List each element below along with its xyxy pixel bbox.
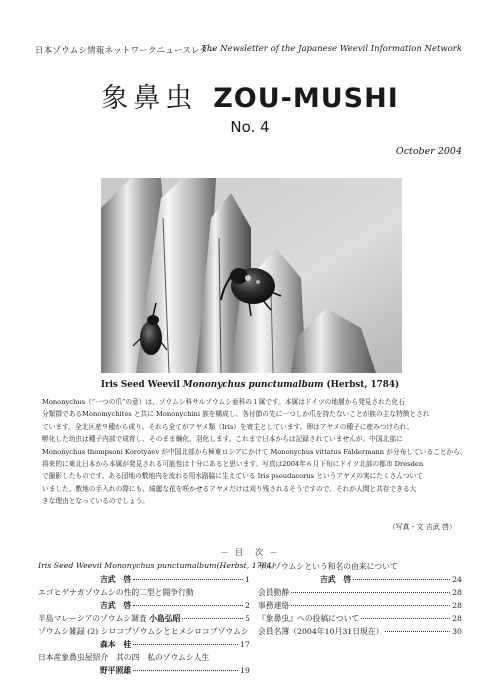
article-line: ています。全北区産９種から成り、それら全てがアヤメ類（Iris）を寄主としています。卵はアヤメの種子に産みつけられ、 — [42, 422, 414, 431]
masthead-title — [0, 76, 500, 115]
caption-suffix: (Herbst, 1784) — [323, 380, 400, 390]
toc-entry[interactable] — [258, 587, 462, 600]
newsletter-subtitle-en: The Newsletter of the Japanese Weevil Information Network — [201, 44, 462, 54]
toc-entry-author: 吉武 啓 — [100, 601, 132, 610]
toc-entry-page: 5 — [245, 614, 250, 623]
newsletter-subtitle-jp: 日本ゾウムシ情報ネットワークニュースレター — [35, 46, 217, 56]
caption-species: Mononychus punctumalbum — [182, 380, 324, 390]
toc-right-column — [258, 561, 462, 639]
photo-credit: （写真・文 吉武 啓） — [388, 523, 456, 531]
title-en: ZOU-MUSHI — [213, 83, 399, 114]
photo-caption — [0, 380, 500, 390]
toc-entry-author: 小島弘昭 — [149, 614, 181, 623]
toc-entry-title[interactable]: エゴヒゲナガゾウムシの性的二型と闘争行動 — [38, 588, 194, 597]
toc-entry-inline[interactable] — [38, 613, 250, 626]
leader-dots — [291, 592, 450, 593]
toc-heading: － 目 次 － — [220, 548, 280, 557]
leader-dots — [291, 605, 450, 606]
toc-entry-page: 1 — [245, 575, 250, 584]
toc-entry-page: 17 — [240, 640, 250, 649]
toc-entry-title: 『象鼻虫』への投稿について — [258, 614, 360, 623]
issue-date: October 2004 — [395, 146, 462, 157]
toc-entry-author: 吉武 啓 — [320, 575, 352, 584]
toc-entry-author: 野平照雄 — [100, 666, 132, 675]
cover-article-text — [42, 396, 467, 508]
toc-entry[interactable] — [258, 613, 462, 626]
article-line: 分類群であるMonomychites と共に Mononychini 族を構成し、各付節の先に一つしか爪を持たないことが族の主な特徴とされ — [42, 410, 430, 419]
article-line: Mononychus thompsoni Korotyaev が中国北部から極東ロシアにかけて Mononychus vittatus Faldermann が分布していることから、 — [42, 447, 467, 456]
article-line: 孵化した幼虫は種子内部で成育し、そのまま蛹化、羽化します。これまで日本からは記録されていませんが、中国北部に — [42, 435, 403, 444]
article-line: で撮影したものです。ある団地の敷地内を流れる用水路脇に生えている Iris pseudacorus というアヤメの実にたくさんついて — [42, 472, 423, 481]
article-line: 将来的に東北日本から本属が発見される可能性は十分にあると思います。写真は2004年６月下旬にドイツ北部の都市 Dresden — [42, 460, 424, 469]
toc-entry-author-line[interactable] — [258, 574, 462, 587]
toc-entry-title: 事務連絡 — [258, 601, 290, 610]
toc-entry-page: 28 — [452, 588, 462, 597]
toc-entry-author-line[interactable] — [38, 639, 250, 652]
toc-entry-title[interactable]: 日本産象鼻虫屋紹介 其の四 私のゾウムシ人生 — [38, 653, 210, 662]
toc-entry-page: 28 — [452, 601, 462, 610]
leader-dots — [182, 618, 243, 619]
toc-entry-title[interactable]: ゾウムシ雑録 (2) シロコブゾウムシとヒメシロコブゾウムシ — [38, 627, 249, 636]
article-line: きな理由となっているのでしょう。 — [42, 497, 149, 506]
toc-entry-page: 30 — [452, 627, 462, 636]
toc-entry-page: 24 — [452, 575, 462, 584]
article-line: Mononychus（“一つの爪”の意）は、ゾウムシ科サルゾウムシ亜科の１属です。本属はドイツの地層から発見された化石 — [42, 398, 405, 406]
toc-entry-author-line[interactable] — [38, 600, 250, 613]
leader-dots — [133, 670, 238, 671]
leader-dots — [361, 618, 450, 619]
toc-entry-page: 28 — [452, 614, 462, 623]
toc-entry-author-line[interactable] — [38, 665, 250, 678]
leader-dots — [353, 579, 450, 580]
toc-entry-title: 会員動静 — [258, 588, 290, 597]
toc-entry[interactable] — [258, 626, 462, 639]
leader-dots — [133, 605, 243, 606]
weevil-photo-illustration — [101, 178, 402, 373]
toc-entry-page: 2 — [245, 601, 250, 610]
toc-entry-author: 吉武 啓 — [100, 575, 132, 584]
toc-entry[interactable] — [258, 600, 462, 613]
cover-photo — [101, 178, 402, 373]
toc-entry-title: 会員名簿（2004年10月31日現在） — [258, 627, 384, 636]
title-jp: 象鼻虫 — [101, 83, 198, 114]
issue-number: No. 4 — [230, 118, 270, 136]
toc-entry-title: 半島マレーシアのゾウムシ調査 — [38, 614, 147, 623]
toc-entry-title-text: Iris Seed Weevil Mononychus punctumalbum(Herbst, 1784) — [38, 561, 275, 570]
toc-entry-author: 森本 桂 — [100, 640, 132, 649]
toc-entry-author-line[interactable] — [38, 574, 250, 587]
leader-dots — [133, 579, 243, 580]
caption-prefix: Iris Seed Weevil — [100, 380, 183, 390]
leader-dots — [133, 644, 238, 645]
article-line: いました。敷地の手入れの際にも、綺麗な花を咲かせるアヤメだけは刈り残されるそうですので、それが人間と共存できる大 — [42, 484, 417, 493]
toc-entry-page: 19 — [240, 666, 250, 675]
toc-entry-title[interactable] — [38, 561, 275, 574]
leader-dots — [385, 631, 450, 632]
toc-entry-title[interactable]: サルゾウムシという和名の由来について — [258, 562, 398, 571]
